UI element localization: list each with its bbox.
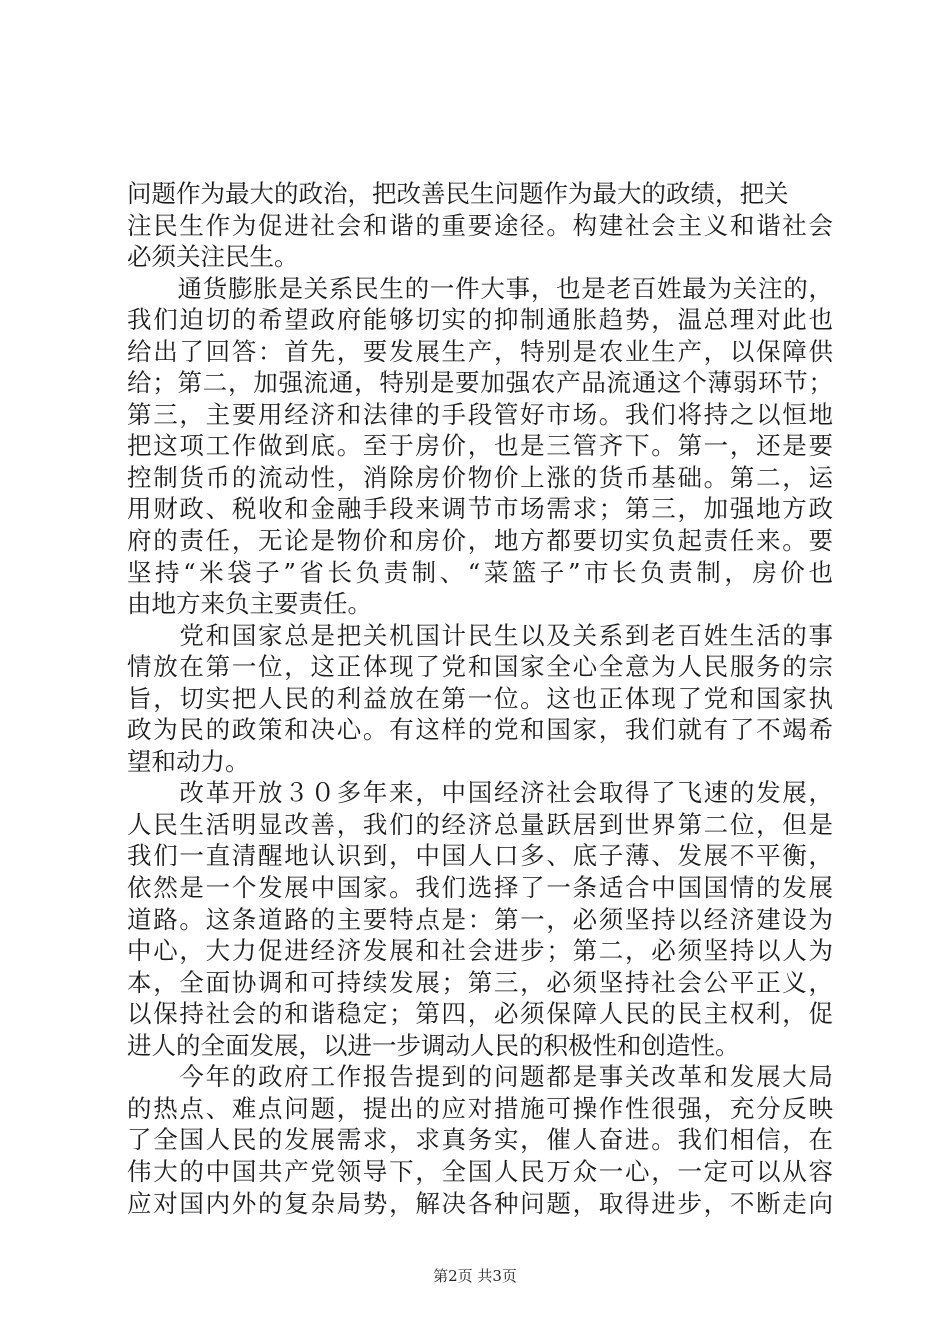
page-footer [0, 1266, 950, 1286]
text-line: 改革开放３０多年来，中国经济社会取得了飞速的发展， [127, 778, 833, 808]
text-line: 我们迫切的希望政府能够切实的抑制通胀趋势，温总理对此也 [127, 305, 833, 335]
text-line: 人民生活明显改善，我们的经济总量跃居到世界第二位，但是 [127, 809, 833, 839]
text-line: 注民生作为促进社会和谐的重要途径。构建社会主义和谐社会 [127, 210, 833, 240]
text-line: 给；第二，加强流通，特别是要加强农产品流通这个薄弱环节； [127, 368, 833, 398]
text-line: 进人的全面发展，以进一步调动人民的积极性和创造性。 [127, 1030, 740, 1060]
text-line: 府的责任，无论是物价和房价，地方都要切实负起责任来。要 [127, 526, 833, 556]
text-line: 党和国家总是把关机国计民生以及关系到老百姓生活的事 [127, 620, 833, 650]
text-line: 把这项工作做到底。至于房价，也是三管齐下。第一，还是要 [127, 431, 833, 461]
text-line: 道路。这条道路的主要特点是：第一，必须坚持以经济建设为 [127, 904, 833, 934]
text-line: 旨，切实把人民的利益放在第一位。这也正体现了党和国家执 [127, 683, 833, 713]
text-line: 了全国人民的发展需求，求真务实，催人奋进。我们相信，在 [127, 1125, 833, 1155]
text-line: 情放在第一位，这正体现了党和国家全心全意为人民服务的宗 [127, 652, 833, 682]
page-number-label: 第2页 共3页 [433, 1267, 517, 1285]
text-line: 坚持“米袋子”省长负责制、“菜篮子”市长负责制，房价也 [127, 557, 833, 587]
text-line: 今年的政府工作报告提到的问题都是事关改革和发展大局 [127, 1062, 833, 1092]
text-line: 本，全面协调和可持续发展；第三，必须坚持社会公平正义， [127, 967, 833, 997]
body-text [127, 178, 833, 1219]
text-line: 我们一直清醒地认识到，中国人口多、底子薄、发展不平衡， [127, 841, 833, 871]
text-line: 用财政、税收和金融手段来调节市场需求；第三，加强地方政 [127, 494, 833, 524]
text-line: 依然是一个发展中国家。我们选择了一条适合中国国情的发展 [127, 873, 833, 903]
text-line: 中心，大力促进经济发展和社会进步；第二，必须坚持以人为 [127, 936, 833, 966]
text-line: 政为民的政策和决心。有这样的党和国家，我们就有了不竭希 [127, 715, 833, 745]
text-line: 望和动力。 [127, 746, 250, 776]
text-line: 通货膨胀是关系民生的一件大事，也是老百姓最为关注的， [127, 273, 833, 303]
text-line: 控制货币的流动性，消除房价物价上涨的货币基础。第二，运 [127, 462, 833, 492]
text-line: 必须关注民生。 [127, 242, 299, 272]
text-line: 给出了回答：首先，要发展生产，特别是农业生产，以保障供 [127, 336, 833, 366]
text-line: 的热点、难点问题，提出的应对措施可操作性很强，充分反映 [127, 1093, 833, 1123]
text-line: 第三，主要用经济和法律的手段管好市场。我们将持之以恒地 [127, 399, 833, 429]
text-line: 问题作为最大的政治，把改善民生问题作为最大的政绩，把关 [127, 179, 789, 208]
text-line: 以保持社会的和谐稳定；第四，必须保障人民的民主权利，促 [127, 999, 833, 1029]
text-line: 伟大的中国共产党领导下，全国人民万众一心，一定可以从容 [127, 1156, 833, 1186]
text-line: 应对国内外的复杂局势，解决各种问题，取得进步，不断走向 [127, 1188, 833, 1218]
text-line: 由地方来负主要责任。 [127, 589, 372, 619]
